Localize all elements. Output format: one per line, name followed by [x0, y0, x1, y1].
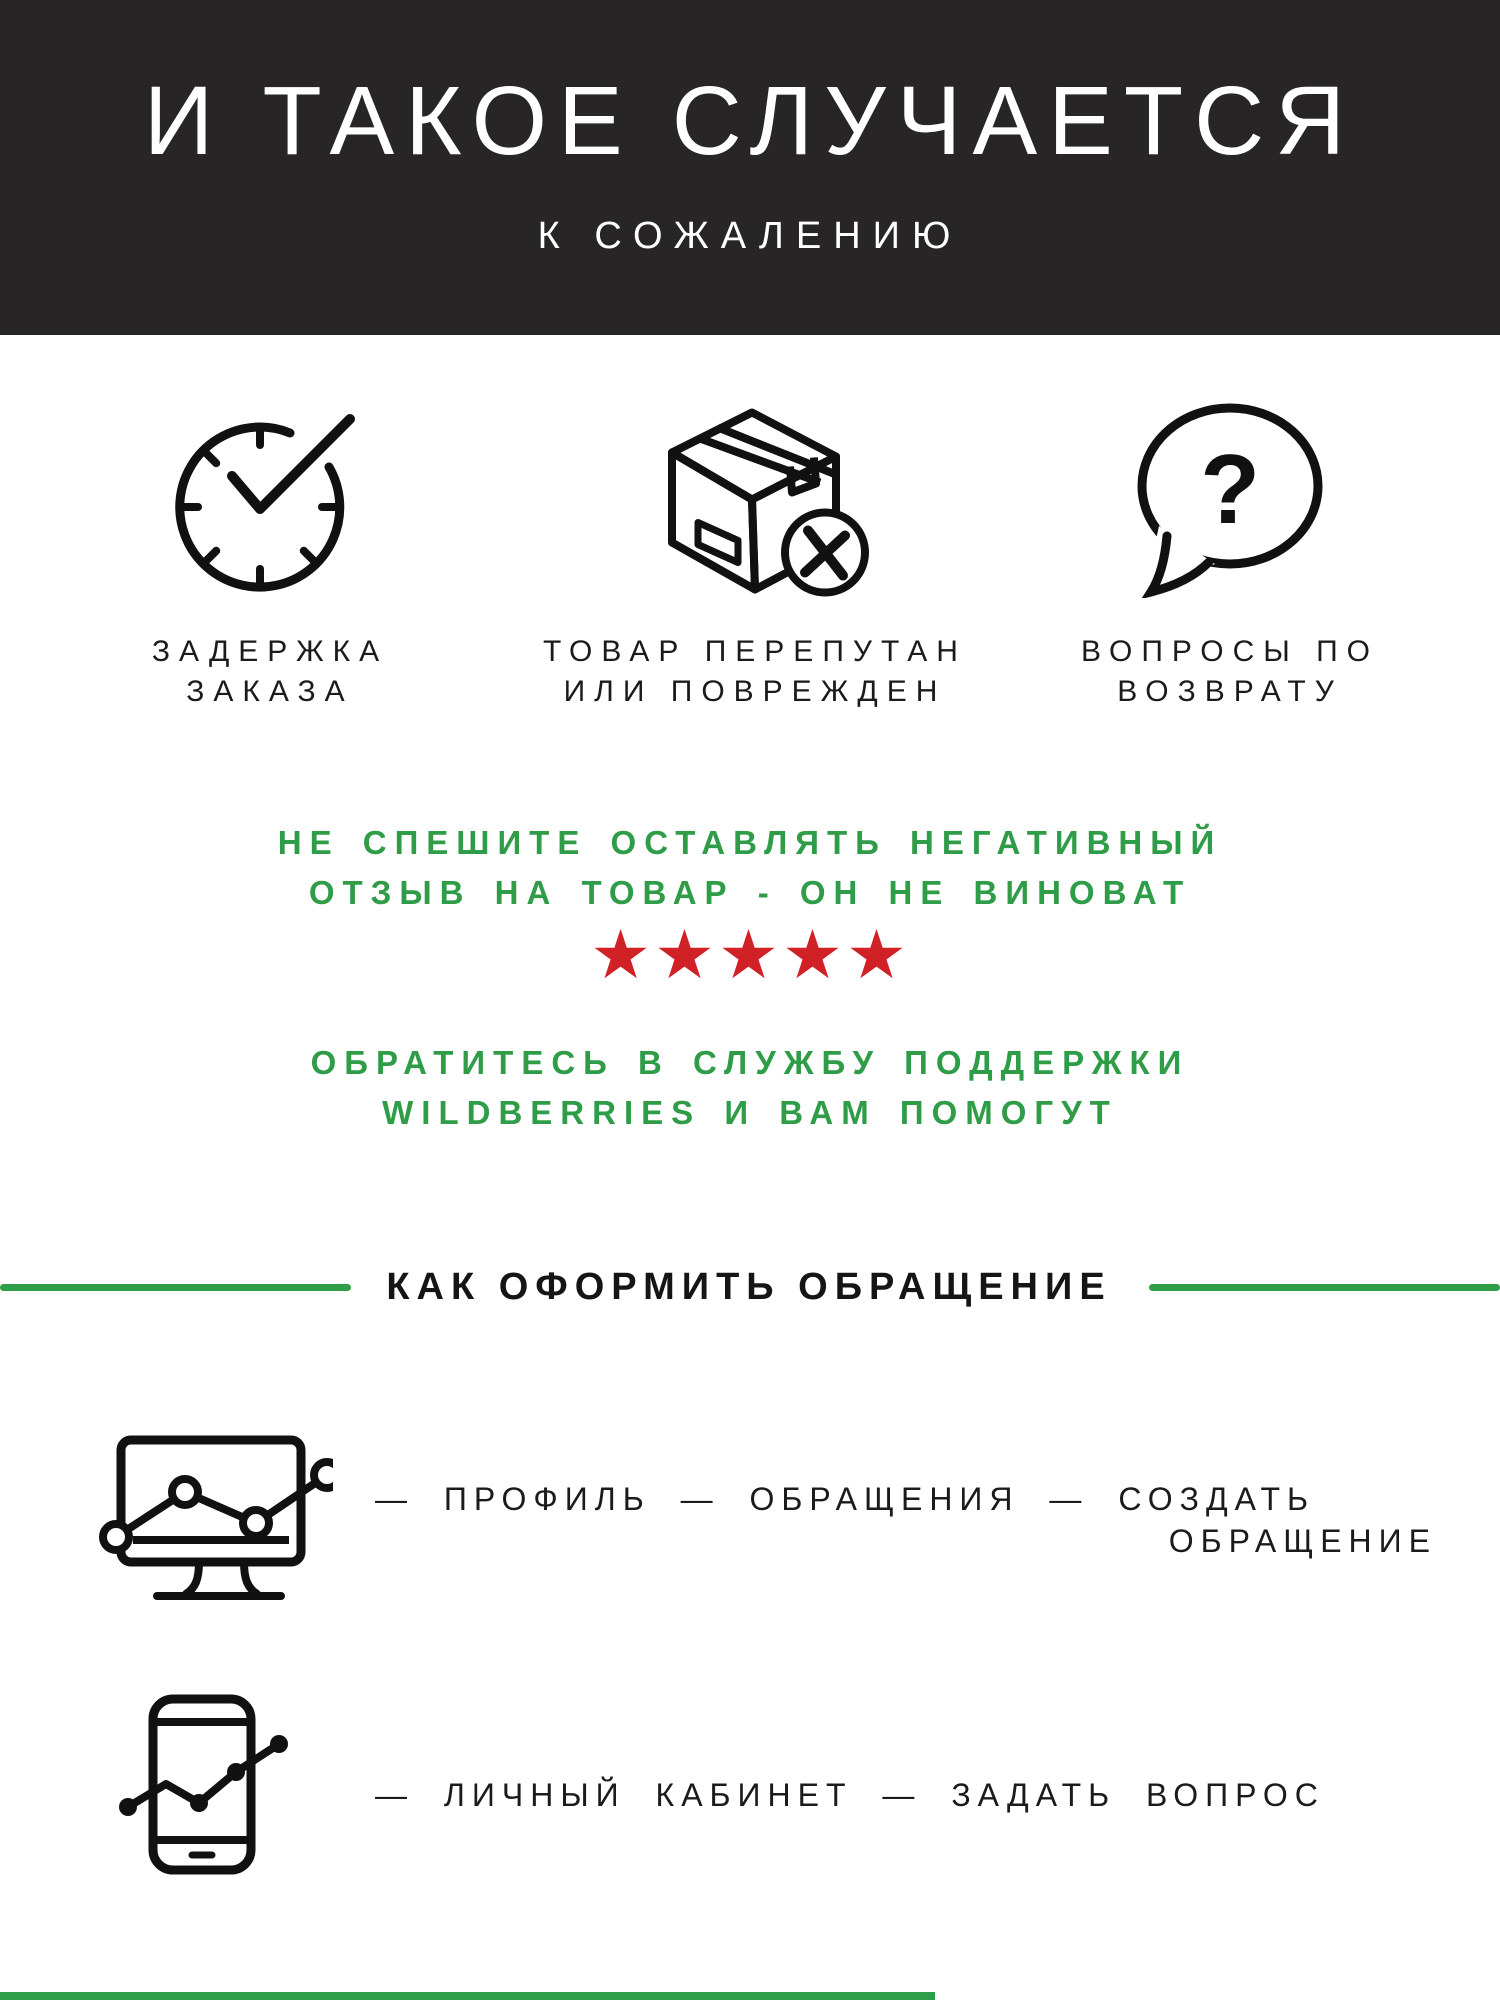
advice-text-top — [0, 818, 1500, 918]
phone-chart-icon — [106, 1692, 316, 1887]
clock-check-icon — [40, 388, 500, 606]
advice-line4: WILDBERRIES И ВАМ ПОМОГУТ — [382, 1094, 1118, 1132]
svg-text:?: ? — [1200, 434, 1260, 544]
problem-label-line1: ТОВАР ПЕРЕПУТАН — [543, 635, 967, 668]
five-star-rating: ★★★★★ — [590, 917, 910, 993]
problem-label-line1: ЗАДЕРЖКА — [151, 635, 389, 668]
problem-label-line2: ИЛИ ПОВРЕЖДЕН — [563, 674, 947, 708]
advice-text-bottom — [0, 1038, 1500, 1138]
page-title: И ТАКОЕ СЛУЧАЕТСЯ — [143, 66, 1357, 175]
advice-line2: ОТЗЫВ НА ТОВАР - ОН НЕ ВИНОВАТ — [308, 874, 1192, 912]
step-1-text — [375, 1478, 1437, 1562]
section-title: КАК ОФОРМИТЬ ОБРАЩЕНИЕ — [386, 1266, 1112, 1308]
problem-order-delay — [40, 388, 500, 711]
problem-wrong-or-damaged-item — [525, 388, 985, 711]
header-banner — [0, 0, 1500, 335]
desktop-chart-icon — [93, 1428, 333, 1606]
question-bubble-icon — [1000, 388, 1460, 606]
bottom-accent-line — [0, 1992, 935, 2000]
divider-line-right — [1149, 1284, 1500, 1291]
page-subtitle: К СОЖАЛЕНИЮ — [537, 215, 963, 257]
advice-line1: НЕ СПЕШИТЕ ОСТАВЛЯТЬ НЕГАТИВНЫЙ — [277, 824, 1223, 861]
section-header — [0, 1266, 1500, 1309]
problem-label — [1000, 632, 1460, 711]
problem-label-line2: ВОЗВРАТУ — [1117, 674, 1343, 708]
divider-line-left — [0, 1284, 351, 1291]
step-2-text — [375, 1774, 1437, 1816]
problem-return-questions — [1000, 388, 1460, 711]
problem-label-line2: ЗАКАЗА — [186, 674, 354, 708]
problem-label — [40, 632, 500, 711]
problem-label-line1: ВОПРОСЫ ПО — [1080, 635, 1380, 668]
step-1-line2: ОБРАЩЕНИЕ — [1168, 1523, 1437, 1560]
step-1-line1: — ПРОФИЛЬ — ОБРАЩЕНИЯ — СОЗДАТЬ — [375, 1481, 1315, 1517]
problem-label — [525, 632, 985, 711]
advice-line3: ОБРАТИТЕСЬ В СЛУЖБУ ПОДДЕРЖКИ — [310, 1044, 1190, 1081]
step-2-line1: — ЛИЧНЫЙ КАБИНЕТ — ЗАДАТЬ ВОПРОС — [375, 1777, 1325, 1813]
damaged-box-icon — [525, 388, 985, 606]
